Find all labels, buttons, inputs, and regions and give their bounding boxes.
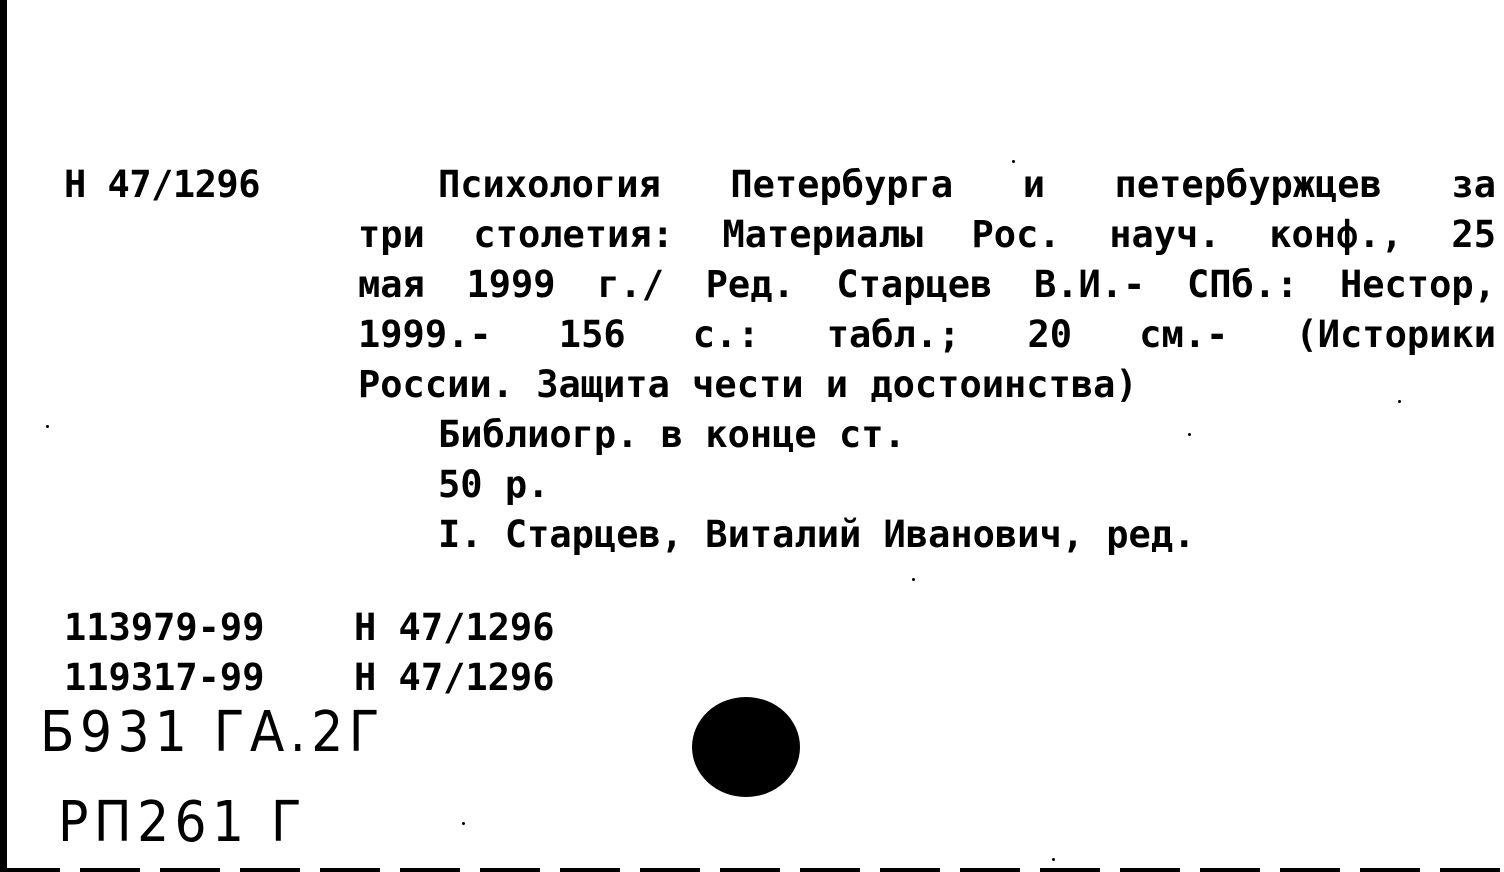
speck <box>1012 160 1015 163</box>
speck <box>1052 858 1055 861</box>
word: 20 <box>1027 313 1073 356</box>
accession-row <box>64 605 554 651</box>
word: Ред. <box>705 263 795 306</box>
handwritten-note-2: РП261 Г <box>58 790 308 855</box>
accession-number: 119317-99 <box>64 656 265 699</box>
title-line-2 <box>358 210 1496 260</box>
bibliography-note: Библиогр. в конце ст. <box>438 413 906 456</box>
word: Психология <box>438 163 661 206</box>
accession-shelfmark: Н 47/1296 <box>354 656 555 699</box>
handwritten-note-1: Б931 ГА.2Г <box>40 700 385 765</box>
title-line-3 <box>358 260 1496 310</box>
shelfmark: Н 47/1296 <box>64 163 260 206</box>
bibliographic-description <box>358 160 1496 560</box>
card-bottom-edge <box>0 868 1504 872</box>
word: см.- <box>1139 313 1229 356</box>
title-line-1 <box>358 160 1496 210</box>
speck <box>462 822 465 825</box>
word: 25 <box>1451 213 1496 256</box>
card-left-edge <box>0 0 7 872</box>
accession-number: 113979-99 <box>64 606 265 649</box>
speck <box>912 578 915 581</box>
word: Нестор, <box>1339 263 1496 306</box>
word: три <box>358 213 425 256</box>
word: науч. <box>1109 213 1221 256</box>
word: Петербурга <box>730 163 954 206</box>
word: Материалы <box>722 213 923 256</box>
word: СПб.: <box>1186 263 1299 306</box>
punch-hole <box>692 697 800 797</box>
word: (Историки <box>1295 313 1496 356</box>
word: мая <box>358 263 425 306</box>
word: 1999 <box>466 263 556 306</box>
word: конф., <box>1269 213 1403 256</box>
word: петербуржцев <box>1114 163 1382 206</box>
speck <box>1188 433 1191 436</box>
word: столетия: <box>473 213 674 256</box>
word: табл.; <box>826 313 961 356</box>
word: с.: <box>692 313 760 356</box>
word: Рос. <box>971 213 1061 256</box>
accession-row <box>64 655 554 701</box>
speck <box>1398 400 1401 403</box>
price: 50 р. <box>438 463 550 506</box>
word: г./ <box>597 263 665 306</box>
word: 156 <box>558 313 626 356</box>
word: Старцев <box>836 263 993 306</box>
title-line-5: России. Защита чести и достоинства) <box>358 363 1138 406</box>
word: и <box>1022 163 1045 206</box>
added-entry: I. Старцев, Виталий Иванович, ред. <box>438 513 1196 556</box>
title-line-4 <box>358 310 1496 360</box>
word: за <box>1451 163 1496 206</box>
word: В.И.- <box>1033 263 1146 306</box>
accession-shelfmark: Н 47/1296 <box>354 606 555 649</box>
speck <box>46 425 49 428</box>
word: 1999.- <box>358 313 492 356</box>
